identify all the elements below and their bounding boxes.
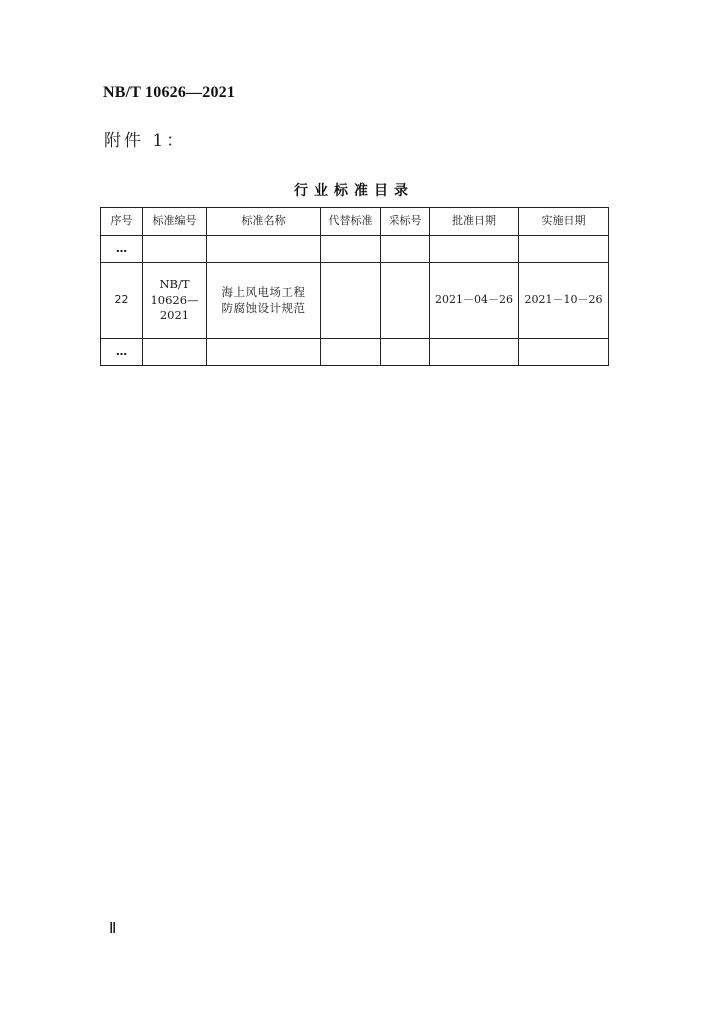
cell-approval-date [430, 236, 519, 263]
cell-implementation-date [519, 339, 609, 366]
cell-implementation-date: 2021－10－26 [519, 263, 609, 339]
cell-approval-date [430, 339, 519, 366]
standards-catalog-table [100, 207, 609, 366]
cell-std-no [143, 339, 207, 366]
std-name-line: 海上风电场工程 [221, 284, 306, 299]
cell-std-name [207, 236, 321, 263]
column-header-seq: 序号 [101, 208, 143, 236]
cell-seq: 22 [101, 263, 143, 339]
cell-adopted [381, 236, 430, 263]
cell-std-name [207, 339, 321, 366]
cell-replaces [321, 236, 381, 263]
table-title: 行业标准目录 [294, 183, 414, 199]
cell-std-name [207, 263, 321, 339]
std-name-line: 防腐蚀设计规范 [221, 300, 306, 315]
column-header-replaces: 代替标准 [321, 208, 381, 236]
column-header-implementation-date: 实施日期 [519, 208, 609, 236]
cell-approval-date: 2021－04－26 [430, 263, 519, 339]
page-number: Ⅱ [109, 921, 116, 937]
cell-seq: … [101, 236, 143, 263]
std-no-line: 10626— [150, 292, 199, 307]
cell-seq: … [101, 339, 143, 366]
cell-implementation-date [519, 236, 609, 263]
cell-std-no [143, 263, 207, 339]
column-header-adopted: 采标号 [381, 208, 430, 236]
table-row [101, 263, 609, 339]
std-no-line: NB/T [159, 277, 190, 292]
std-no-line: 2021 [159, 308, 190, 323]
cell-replaces [321, 339, 381, 366]
table-header-row [101, 208, 609, 236]
cell-std-no [143, 236, 207, 263]
attachment-label: 附件 1： [104, 131, 187, 151]
table-row [101, 236, 609, 263]
column-header-std-no: 标准编号 [143, 208, 207, 236]
table-row [101, 339, 609, 366]
cell-adopted [381, 263, 430, 339]
column-header-std-name: 标准名称 [207, 208, 321, 236]
document-code-header: NB/T 10626—2021 [103, 84, 236, 101]
cell-replaces [321, 263, 381, 339]
column-header-approval-date: 批准日期 [430, 208, 519, 236]
cell-adopted [381, 339, 430, 366]
